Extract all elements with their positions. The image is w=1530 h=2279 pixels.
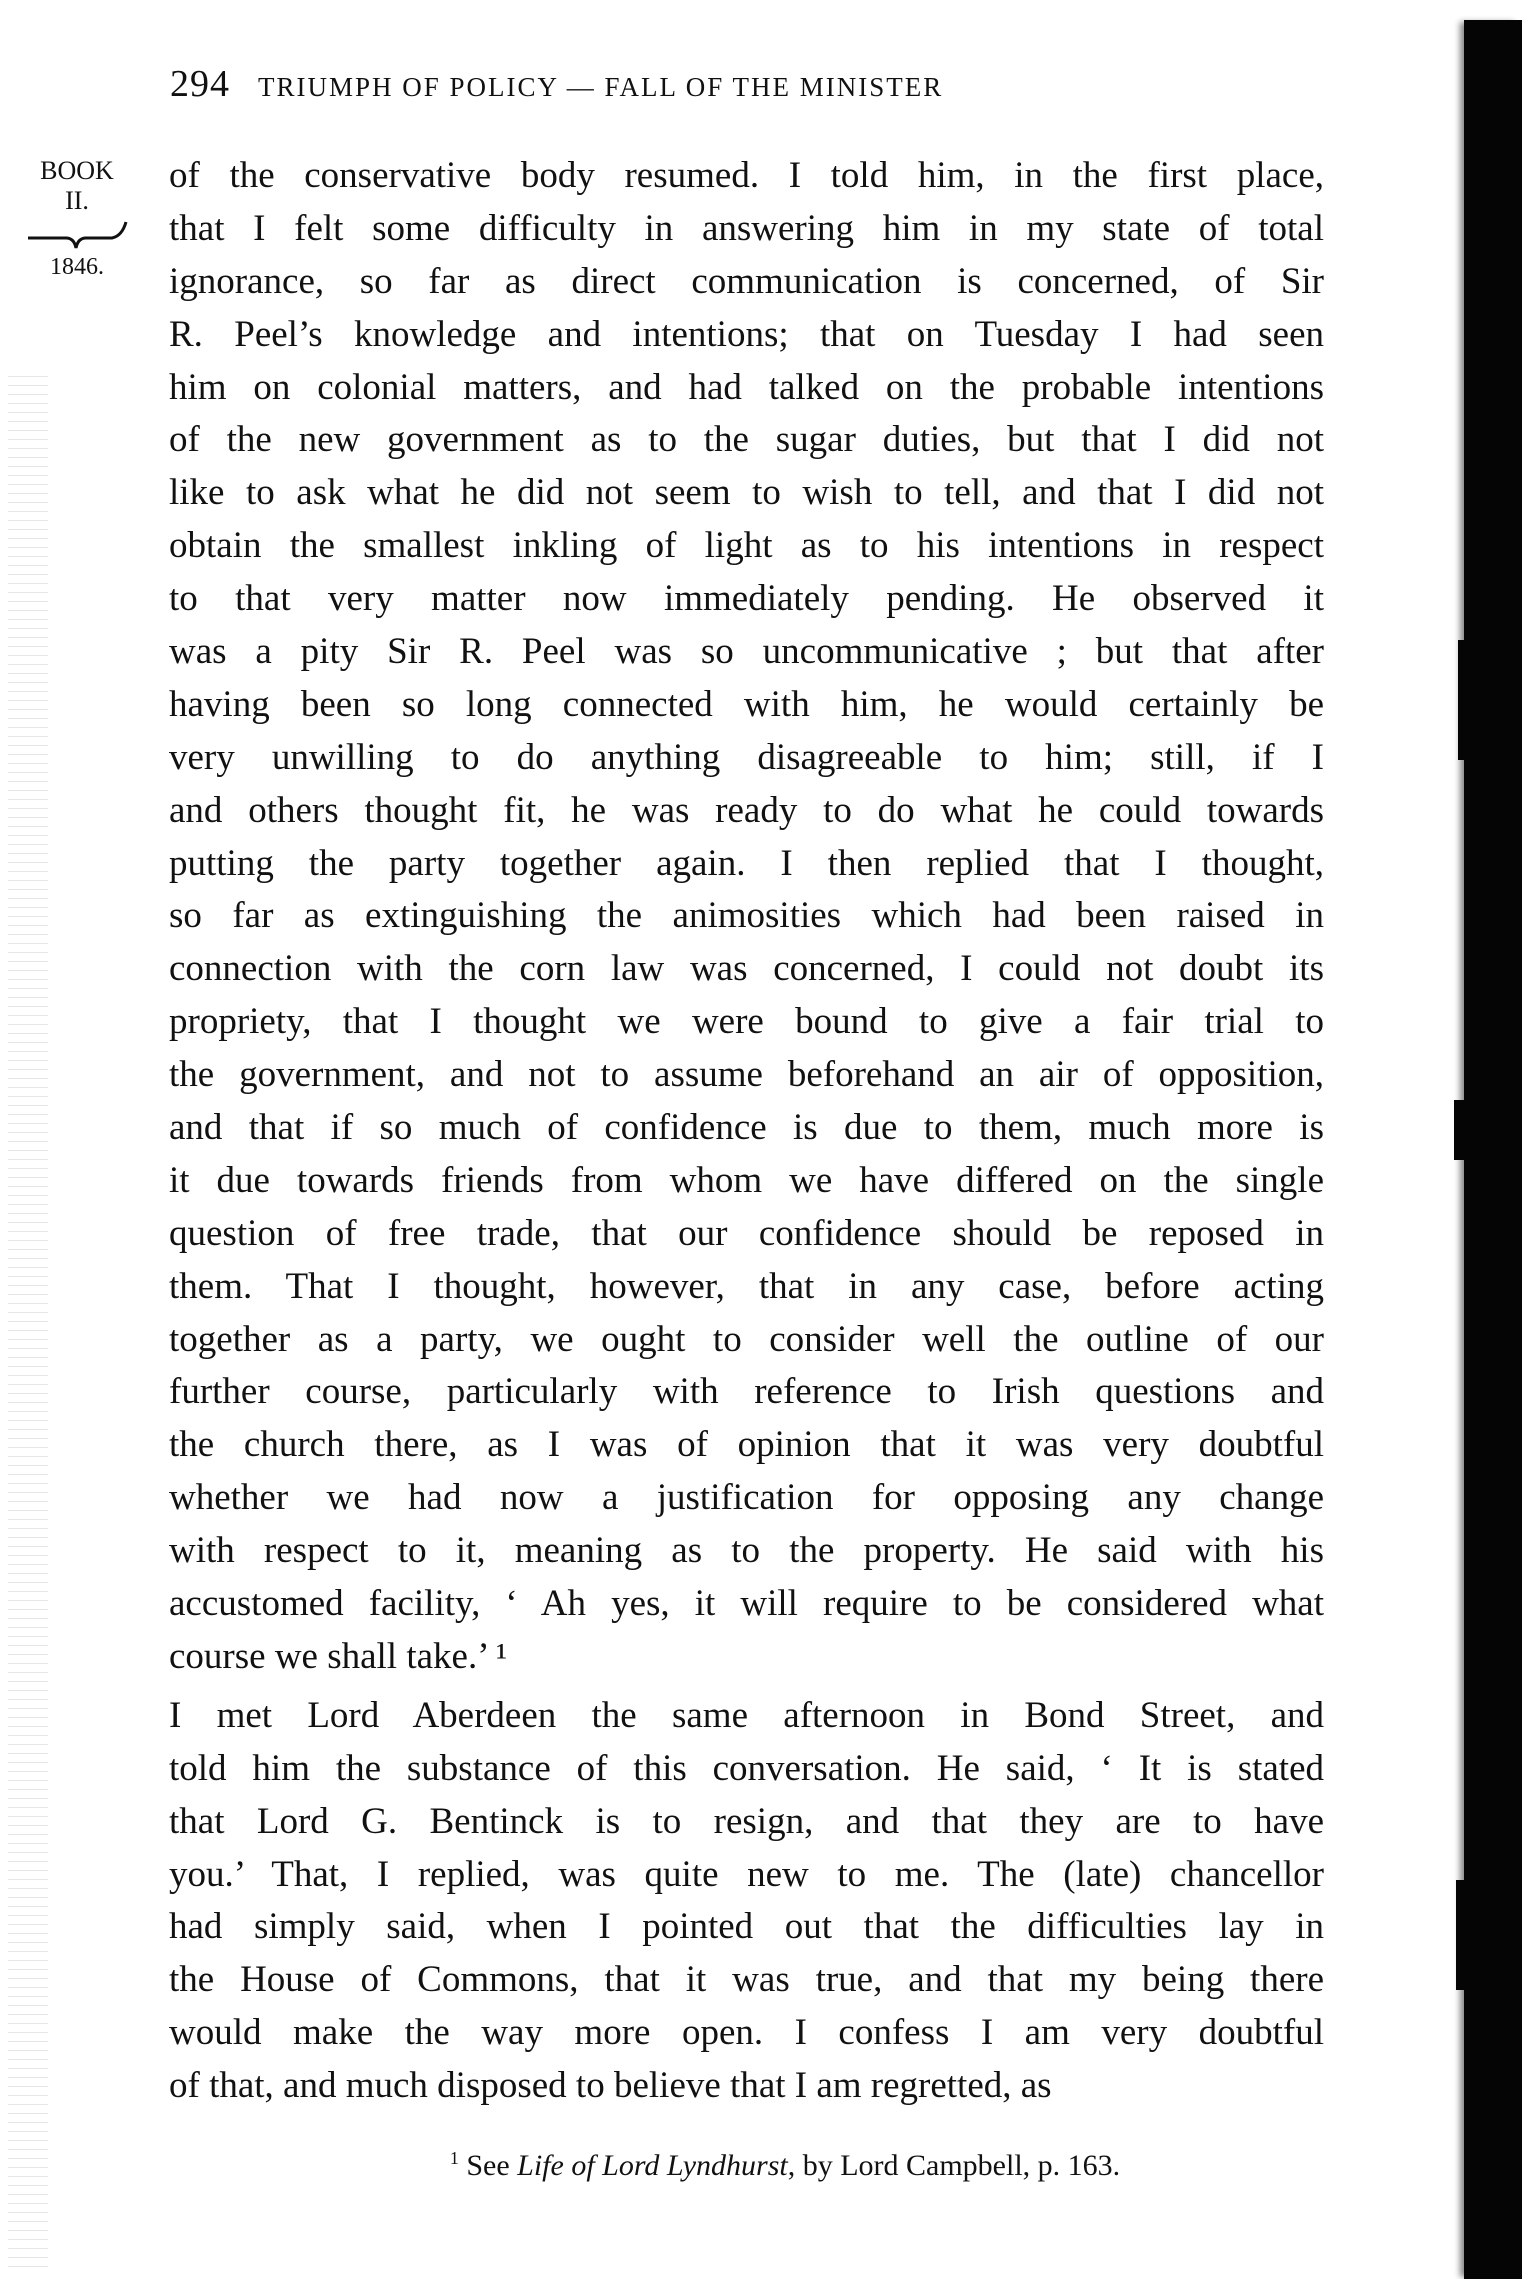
text-line: I met Lord Aberdeen the same afternoon in Bond Street, and [169,1694,1324,1736]
sidenote-book: BOOK [40,156,114,185]
text-line: very unwilling to do anything disagreeable to him; still, if I [169,736,1324,778]
text-line: and that if so much of confidence is due to them, much more is [169,1107,1324,1149]
footnote-marker: 1 [449,2148,459,2168]
text-line: obtain the smallest inkling of light as to his intentions in respect [169,525,1324,567]
text-line: the government, and not to assume beforehand an air of opposition, [169,1054,1324,1096]
text-line: of the new government as to the sugar duties, but that I did not [169,419,1324,461]
page-number: 294 [170,63,230,105]
text-line: of the conservative body resumed. I told him, in the first place, [169,155,1324,196]
text-line: was a pity Sir R. Peel was so uncommunicative ; but that after [169,631,1324,673]
text-line: accustomed facility, ‘ Ah yes, it will require to be considered what [169,1583,1324,1625]
text-line: ignorance, so far as direct communication is concerned, of Sir [169,260,1324,302]
text-line: that I felt some difficulty in answering him in my state of total [169,207,1324,249]
footnote-see: See [466,2149,518,2182]
text-line: had simply said, when I pointed out that the difficulties lay in [169,1906,1324,1948]
text-line: connection with the corn law was concerned, I could not doubt its [169,948,1324,990]
text-line: of that, and much disposed to believe that I am regretted, as [169,2065,1052,2107]
sidenote-volume: II. [65,186,89,215]
body-text [169,150,1324,2113]
footnote [0,2148,1530,2183]
text-line: that Lord G. Bentinck is to resign, and that they are to have [169,1800,1324,1842]
text-line: them. That I thought, however, that in any case, before acting [169,1265,1324,1307]
text-line: putting the party together again. I then replied that I thought, [169,842,1324,884]
text-line: R. Peel’s knowledge and intentions; that on Tuesday I had seen [169,313,1324,355]
text-line: further course, particularly with reference to Irish questions and [169,1371,1324,1413]
text-line: and others thought fit, he was ready to do what he could towards [169,789,1324,831]
text-line: propriety, that I thought we were bound to give a fair trial to [169,1001,1324,1043]
paragraph [169,1690,1324,2113]
paragraph [169,150,1324,1684]
text-line: you.’ That, I replied, was quite new to me. The (late) chancellor [169,1853,1324,1895]
text-line: the House of Commons, that it was true, and that my being there [169,1959,1324,2001]
text-line: so far as extinguishing the animosities which had been raised in [169,895,1324,937]
text-line: told him the substance of this conversation. He said, ‘ It is stated [169,1747,1324,1789]
text-line: it due towards friends from whom we have differed on the single [169,1159,1324,1201]
text-line: question of free trade, that our confidence should be reposed in [169,1212,1324,1254]
scan-edge-notch [1456,1880,1470,1990]
text-line: to that very matter now immediately pending. He observed it [169,578,1324,620]
scan-edge-notch [1458,640,1470,760]
running-header [170,62,1330,106]
brace-icon [22,216,132,252]
scan-margin-noise [8,370,48,2270]
text-line: him on colonial matters, and had talked on the probable intentions [169,366,1324,408]
footnote-title: Life of Lord Lyndhurst [517,2149,788,2182]
sidenote-year: 1846. [50,254,104,280]
text-line: having been so long connected with him, he would certainly be [169,683,1324,725]
text-line: course we shall take.’ ¹ [169,1635,508,1677]
scan-edge-notch [1454,1100,1470,1160]
text-line: with respect to it, meaning as to the property. He said with his [169,1530,1324,1572]
margin-sidenote [22,156,132,282]
text-line: whether we had now a justification for opposing any change [169,1477,1324,1519]
text-line: would make the way more open. I confess I am very doubtful [169,2012,1324,2054]
running-title: TRIUMPH OF POLICY — FALL OF THE MINISTER [258,72,944,102]
text-line: together as a party, we ought to consider well the outline of our [169,1318,1324,1360]
text-line: the church there, as I was of opinion that it was very doubtful [169,1424,1324,1466]
text-line: like to ask what he did not seem to wish to tell, and that I did not [169,472,1324,514]
footnote-rest: , by Lord Campbell, p. 163. [787,2149,1121,2182]
scan-edge-shadow [1464,20,1522,2279]
